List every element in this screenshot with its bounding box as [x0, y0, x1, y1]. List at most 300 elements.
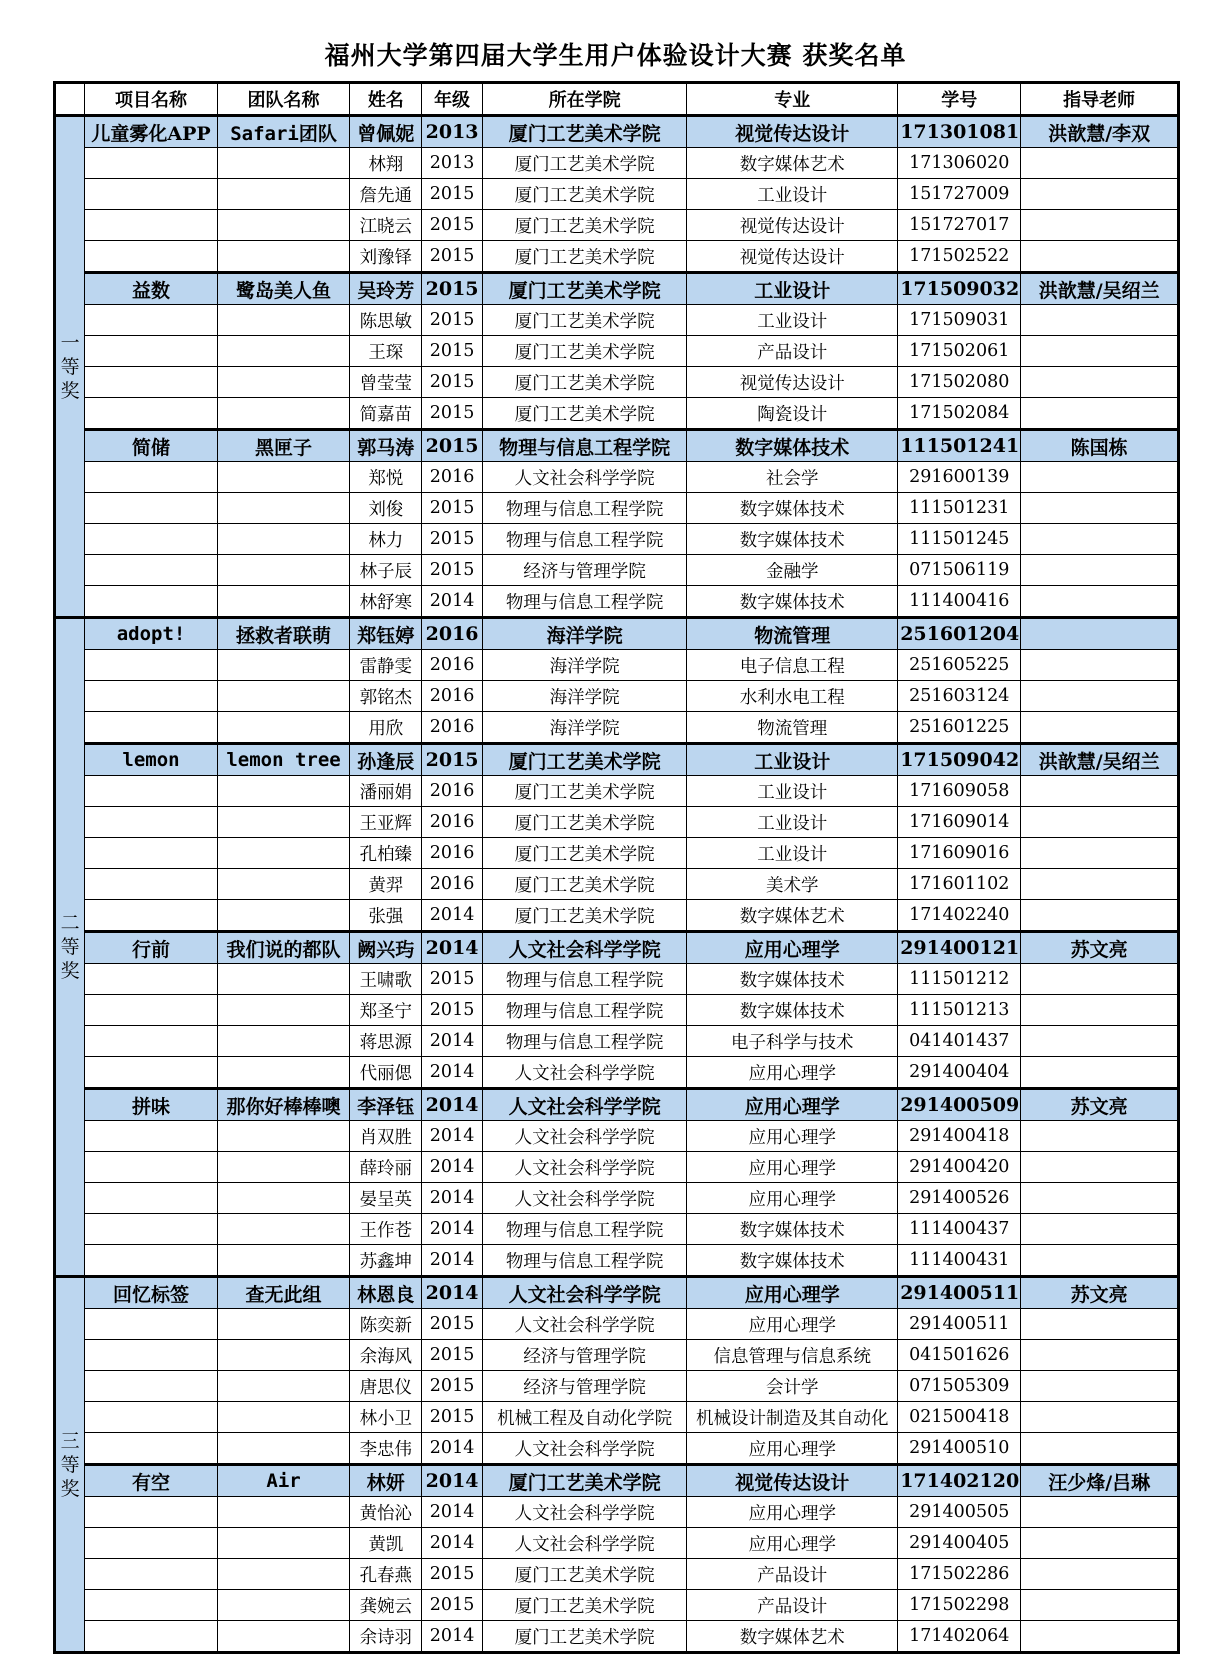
major-cell: 视觉传达设计: [687, 367, 898, 398]
award-level-char: 等: [60, 936, 80, 958]
team-name-cell: [217, 555, 350, 586]
student-id-cell: 171402120: [898, 1465, 1021, 1497]
student-id-cell: 151727017: [898, 210, 1021, 241]
project-name-cell: 简储: [85, 430, 218, 462]
team-name-cell: [217, 336, 350, 367]
table-row: [55, 1590, 1179, 1621]
project-name-cell: adopt!: [85, 618, 218, 650]
grade-cell: 2015: [422, 1590, 483, 1621]
member-name-cell: 林舒寒: [350, 586, 422, 618]
team-name-cell: [217, 1214, 350, 1245]
college-cell: 人文社会科学学院: [482, 1433, 687, 1465]
award-table: [53, 81, 1180, 1654]
student-id-cell: 171502061: [898, 336, 1021, 367]
table-row: [55, 807, 1179, 838]
grade-cell: 2014: [422, 1026, 483, 1057]
grade-cell: 2016: [422, 462, 483, 493]
table-row: [55, 1214, 1179, 1245]
college-cell: 人文社会科学学院: [482, 932, 687, 964]
major-cell: 视觉传达设计: [687, 241, 898, 273]
college-cell: 厦门工艺美术学院: [482, 241, 687, 273]
major-cell: 应用心理学: [687, 1528, 898, 1559]
college-cell: 厦门工艺美术学院: [482, 210, 687, 241]
project-name-cell: [85, 210, 218, 241]
student-id-cell: 171609058: [898, 776, 1021, 807]
major-cell: 电子科学与技术: [687, 1026, 898, 1057]
major-cell: 应用心理学: [687, 1121, 898, 1152]
project-name-cell: [85, 1433, 218, 1465]
team-name-cell: [217, 305, 350, 336]
advisor-cell: [1021, 1183, 1179, 1214]
major-cell: 产品设计: [687, 336, 898, 367]
major-cell: 美术学: [687, 869, 898, 900]
major-cell: 应用心理学: [687, 1089, 898, 1121]
major-cell: 数字媒体技术: [687, 995, 898, 1026]
college-cell: 厦门工艺美术学院: [482, 273, 687, 305]
table-row: [55, 1309, 1179, 1340]
table-row: [55, 148, 1179, 179]
member-name-cell: 刘俊: [350, 493, 422, 524]
team-name-cell: [217, 900, 350, 932]
advisor-cell: [1021, 524, 1179, 555]
grade-cell: 2015: [422, 555, 483, 586]
member-name-cell: 肖双胜: [350, 1121, 422, 1152]
team-name-cell: Safari团队: [217, 116, 350, 148]
student-id-cell: 291400511: [898, 1309, 1021, 1340]
award-level-label: [55, 1277, 85, 1653]
advisor-cell: 陈国栋: [1021, 430, 1179, 462]
member-name-cell: 薛玲丽: [350, 1152, 422, 1183]
table-row: [55, 210, 1179, 241]
college-cell: 物理与信息工程学院: [482, 1026, 687, 1057]
college-cell: 物理与信息工程学院: [482, 586, 687, 618]
award-level-label: [55, 618, 85, 1277]
member-name-cell: 詹先通: [350, 179, 422, 210]
college-cell: 人文社会科学学院: [482, 1277, 687, 1309]
member-name-cell: 张强: [350, 900, 422, 932]
table-row: [55, 1026, 1179, 1057]
college-cell: 厦门工艺美术学院: [482, 744, 687, 776]
major-cell: 产品设计: [687, 1590, 898, 1621]
team-name-cell: lemon tree: [217, 744, 350, 776]
grade-cell: 2015: [422, 493, 483, 524]
team-name-cell: 查无此组: [217, 1277, 350, 1309]
advisor-cell: [1021, 367, 1179, 398]
member-name-cell: 黄凯: [350, 1528, 422, 1559]
member-name-cell: 黄羿: [350, 869, 422, 900]
student-id-cell: 171301081: [898, 116, 1021, 148]
grade-cell: 2016: [422, 807, 483, 838]
member-name-cell: 苏鑫坤: [350, 1245, 422, 1277]
member-name-cell: 余诗羽: [350, 1621, 422, 1653]
member-name-cell: 林妍: [350, 1465, 422, 1497]
project-lead-row: [55, 1465, 1179, 1497]
college-cell: 海洋学院: [482, 712, 687, 744]
college-cell: 厦门工艺美术学院: [482, 398, 687, 430]
advisor-cell: [1021, 493, 1179, 524]
table-row: [55, 1621, 1179, 1653]
college-cell: 厦门工艺美术学院: [482, 776, 687, 807]
advisor-cell: [1021, 462, 1179, 493]
student-id-cell: 171509042: [898, 744, 1021, 776]
student-id-cell: 171502080: [898, 367, 1021, 398]
advisor-cell: [1021, 618, 1179, 650]
header-team: 团队名称: [217, 83, 350, 116]
college-cell: 厦门工艺美术学院: [482, 148, 687, 179]
advisor-cell: [1021, 1559, 1179, 1590]
team-name-cell: [217, 210, 350, 241]
team-name-cell: 黑匣子: [217, 430, 350, 462]
advisor-cell: 苏文亮: [1021, 1277, 1179, 1309]
advisor-cell: [1021, 1340, 1179, 1371]
grade-cell: 2014: [422, 900, 483, 932]
project-name-cell: [85, 712, 218, 744]
grade-cell: 2014: [422, 1214, 483, 1245]
advisor-cell: [1021, 1121, 1179, 1152]
header-row: [55, 83, 1179, 116]
college-cell: 人文社会科学学院: [482, 1528, 687, 1559]
grade-cell: 2014: [422, 1057, 483, 1089]
major-cell: 数字媒体技术: [687, 493, 898, 524]
member-name-cell: 用欣: [350, 712, 422, 744]
advisor-cell: [1021, 1497, 1179, 1528]
advisor-cell: [1021, 1026, 1179, 1057]
grade-cell: 2016: [422, 712, 483, 744]
major-cell: 水利水电工程: [687, 681, 898, 712]
grade-cell: 2014: [422, 932, 483, 964]
table-row: [55, 1121, 1179, 1152]
project-name-cell: [85, 462, 218, 493]
member-name-cell: 孙逢辰: [350, 744, 422, 776]
major-cell: 应用心理学: [687, 1309, 898, 1340]
grade-cell: 2014: [422, 586, 483, 618]
member-name-cell: 简嘉苗: [350, 398, 422, 430]
team-name-cell: [217, 1590, 350, 1621]
grade-cell: 2015: [422, 1340, 483, 1371]
award-level-char: 等: [60, 1453, 80, 1476]
table-row: [55, 712, 1179, 744]
table-row: [55, 995, 1179, 1026]
project-name-cell: 回忆标签: [85, 1277, 218, 1309]
college-cell: 物理与信息工程学院: [482, 964, 687, 995]
grade-cell: 2015: [422, 179, 483, 210]
advisor-cell: [1021, 241, 1179, 273]
college-cell: 厦门工艺美术学院: [482, 336, 687, 367]
major-cell: 数字媒体技术: [687, 586, 898, 618]
grade-cell: 2016: [422, 776, 483, 807]
project-name-cell: 行前: [85, 932, 218, 964]
member-name-cell: 李泽钰: [350, 1089, 422, 1121]
college-cell: 人文社会科学学院: [482, 1309, 687, 1340]
major-cell: 视觉传达设计: [687, 116, 898, 148]
member-name-cell: 李忠伟: [350, 1433, 422, 1465]
student-id-cell: 171306020: [898, 148, 1021, 179]
table-row: [55, 305, 1179, 336]
grade-cell: 2015: [422, 1559, 483, 1590]
advisor-cell: [1021, 650, 1179, 681]
student-id-cell: 111501245: [898, 524, 1021, 555]
member-name-cell: 黄怡沁: [350, 1497, 422, 1528]
student-id-cell: 291400420: [898, 1152, 1021, 1183]
header-award: [55, 83, 85, 116]
advisor-cell: [1021, 1214, 1179, 1245]
student-id-cell: 171502084: [898, 398, 1021, 430]
major-cell: 应用心理学: [687, 932, 898, 964]
grade-cell: 2014: [422, 1621, 483, 1653]
team-name-cell: [217, 1621, 350, 1653]
award-level-label: [55, 116, 85, 618]
college-cell: 人文社会科学学院: [482, 1121, 687, 1152]
grade-cell: 2014: [422, 1433, 483, 1465]
member-name-cell: 代丽偲: [350, 1057, 422, 1089]
college-cell: 物理与信息工程学院: [482, 430, 687, 462]
college-cell: 人文社会科学学院: [482, 1152, 687, 1183]
team-name-cell: [217, 462, 350, 493]
project-name-cell: [85, 1026, 218, 1057]
team-name-cell: [217, 807, 350, 838]
member-name-cell: 郑悦: [350, 462, 422, 493]
grade-cell: 2016: [422, 869, 483, 900]
advisor-cell: [1021, 838, 1179, 869]
team-name-cell: [217, 1152, 350, 1183]
major-cell: 数字媒体艺术: [687, 148, 898, 179]
college-cell: 厦门工艺美术学院: [482, 838, 687, 869]
project-lead-row: [55, 1277, 1179, 1309]
project-lead-row: [55, 116, 1179, 148]
major-cell: 工业设计: [687, 776, 898, 807]
team-name-cell: [217, 1057, 350, 1089]
student-id-cell: 171609016: [898, 838, 1021, 869]
major-cell: 应用心理学: [687, 1057, 898, 1089]
college-cell: 人文社会科学学院: [482, 462, 687, 493]
student-id-cell: 151727009: [898, 179, 1021, 210]
member-name-cell: 孔春燕: [350, 1559, 422, 1590]
college-cell: 经济与管理学院: [482, 1340, 687, 1371]
team-name-cell: [217, 398, 350, 430]
project-name-cell: [85, 1183, 218, 1214]
student-id-cell: 291400405: [898, 1528, 1021, 1559]
project-name-cell: [85, 838, 218, 869]
table-row: [55, 1371, 1179, 1402]
college-cell: 物理与信息工程学院: [482, 995, 687, 1026]
member-name-cell: 唐思仪: [350, 1371, 422, 1402]
grade-cell: 2016: [422, 681, 483, 712]
major-cell: 数字媒体技术: [687, 1245, 898, 1277]
advisor-cell: [1021, 1590, 1179, 1621]
team-name-cell: [217, 241, 350, 273]
team-name-cell: 鹭岛美人鱼: [217, 273, 350, 305]
table-row: [55, 964, 1179, 995]
grade-cell: 2015: [422, 305, 483, 336]
project-lead-row: [55, 932, 1179, 964]
advisor-cell: [1021, 807, 1179, 838]
college-cell: 海洋学院: [482, 681, 687, 712]
header-name: 姓名: [350, 83, 422, 116]
student-id-cell: 171502286: [898, 1559, 1021, 1590]
major-cell: 数字媒体技术: [687, 430, 898, 462]
award-level-char: 二: [60, 912, 80, 934]
advisor-cell: [1021, 1402, 1179, 1433]
major-cell: 视觉传达设计: [687, 1465, 898, 1497]
project-lead-row: [55, 430, 1179, 462]
student-id-cell: 041401437: [898, 1026, 1021, 1057]
project-name-cell: [85, 1057, 218, 1089]
member-name-cell: 潘丽娟: [350, 776, 422, 807]
advisor-cell: [1021, 1621, 1179, 1653]
college-cell: 厦门工艺美术学院: [482, 869, 687, 900]
member-name-cell: 王琛: [350, 336, 422, 367]
college-cell: 人文社会科学学院: [482, 1183, 687, 1214]
table-row: [55, 179, 1179, 210]
team-name-cell: [217, 1340, 350, 1371]
major-cell: 数字媒体艺术: [687, 1621, 898, 1653]
team-name-cell: [217, 1559, 350, 1590]
team-name-cell: [217, 493, 350, 524]
project-name-cell: [85, 1621, 218, 1653]
major-cell: 信息管理与信息系统: [687, 1340, 898, 1371]
member-name-cell: 郑圣宁: [350, 995, 422, 1026]
major-cell: 数字媒体技术: [687, 1214, 898, 1245]
project-name-cell: [85, 398, 218, 430]
table-row: [55, 776, 1179, 807]
grade-cell: 2015: [422, 964, 483, 995]
project-name-cell: [85, 1340, 218, 1371]
college-cell: 厦门工艺美术学院: [482, 305, 687, 336]
project-name-cell: [85, 807, 218, 838]
major-cell: 数字媒体艺术: [687, 900, 898, 932]
college-cell: 厦门工艺美术学院: [482, 179, 687, 210]
advisor-cell: [1021, 586, 1179, 618]
member-name-cell: 郑钰婷: [350, 618, 422, 650]
team-name-cell: [217, 1309, 350, 1340]
team-name-cell: [217, 964, 350, 995]
grade-cell: 2015: [422, 210, 483, 241]
student-id-cell: 291400510: [898, 1433, 1021, 1465]
advisor-cell: [1021, 869, 1179, 900]
advisor-cell: [1021, 1309, 1179, 1340]
student-id-cell: 171502522: [898, 241, 1021, 273]
advisor-cell: 苏文亮: [1021, 1089, 1179, 1121]
college-cell: 厦门工艺美术学院: [482, 116, 687, 148]
project-name-cell: [85, 681, 218, 712]
grade-cell: 2016: [422, 618, 483, 650]
college-cell: 厦门工艺美术学院: [482, 900, 687, 932]
header-grade: 年级: [422, 83, 483, 116]
member-name-cell: 曾莹莹: [350, 367, 422, 398]
grade-cell: 2014: [422, 1121, 483, 1152]
table-row: [55, 555, 1179, 586]
advisor-cell: [1021, 305, 1179, 336]
student-id-cell: 291400418: [898, 1121, 1021, 1152]
college-cell: 物理与信息工程学院: [482, 1245, 687, 1277]
table-row: [55, 586, 1179, 618]
grade-cell: 2015: [422, 241, 483, 273]
advisor-cell: [1021, 1433, 1179, 1465]
student-id-cell: 111501212: [898, 964, 1021, 995]
table-row: [55, 1057, 1179, 1089]
member-name-cell: 晏呈英: [350, 1183, 422, 1214]
advisor-cell: 洪歆慧/吴绍兰: [1021, 744, 1179, 776]
project-name-cell: [85, 1559, 218, 1590]
member-name-cell: 雷静雯: [350, 650, 422, 681]
college-cell: 物理与信息工程学院: [482, 1214, 687, 1245]
grade-cell: 2014: [422, 1497, 483, 1528]
team-name-cell: Air: [217, 1465, 350, 1497]
member-name-cell: 陈奕新: [350, 1309, 422, 1340]
award-level-char: 三: [60, 1429, 80, 1452]
major-cell: 电子信息工程: [687, 650, 898, 681]
project-lead-row: [55, 618, 1179, 650]
major-cell: 陶瓷设计: [687, 398, 898, 430]
member-name-cell: 吴玲芳: [350, 273, 422, 305]
grade-cell: 2014: [422, 1528, 483, 1559]
member-name-cell: 郭马涛: [350, 430, 422, 462]
team-name-cell: [217, 148, 350, 179]
major-cell: 工业设计: [687, 179, 898, 210]
table-row: [55, 1559, 1179, 1590]
grade-cell: 2015: [422, 1309, 483, 1340]
header-advisor: 指导老师: [1021, 83, 1179, 116]
student-id-cell: 111400431: [898, 1245, 1021, 1277]
team-name-cell: [217, 367, 350, 398]
advisor-cell: [1021, 1245, 1179, 1277]
college-cell: 厦门工艺美术学院: [482, 1465, 687, 1497]
college-cell: 人文社会科学学院: [482, 1057, 687, 1089]
project-name-cell: [85, 555, 218, 586]
grade-cell: 2014: [422, 1183, 483, 1214]
college-cell: 厦门工艺美术学院: [482, 1559, 687, 1590]
advisor-cell: [1021, 1152, 1179, 1183]
team-name-cell: [217, 1245, 350, 1277]
student-id-cell: 291400509: [898, 1089, 1021, 1121]
student-id-cell: 171402064: [898, 1621, 1021, 1653]
grade-cell: 2014: [422, 1152, 483, 1183]
project-name-cell: [85, 900, 218, 932]
member-name-cell: 阙兴玙: [350, 932, 422, 964]
advisor-cell: [1021, 964, 1179, 995]
table-row: [55, 838, 1179, 869]
student-id-cell: 291400404: [898, 1057, 1021, 1089]
project-lead-row: [55, 273, 1179, 305]
project-name-cell: lemon: [85, 744, 218, 776]
project-name-cell: [85, 1497, 218, 1528]
table-row: [55, 681, 1179, 712]
team-name-cell: [217, 1371, 350, 1402]
project-name-cell: 拼味: [85, 1089, 218, 1121]
table-row: [55, 241, 1179, 273]
college-cell: 厦门工艺美术学院: [482, 1621, 687, 1653]
grade-cell: 2015: [422, 524, 483, 555]
grade-cell: 2015: [422, 1371, 483, 1402]
student-id-cell: 041501626: [898, 1340, 1021, 1371]
grade-cell: 2013: [422, 148, 483, 179]
project-lead-row: [55, 1089, 1179, 1121]
advisor-cell: [1021, 210, 1179, 241]
member-name-cell: 郭铭杰: [350, 681, 422, 712]
student-id-cell: 111501241: [898, 430, 1021, 462]
award-level-char: 奖: [60, 379, 80, 402]
table-row: [55, 1433, 1179, 1465]
project-name-cell: [85, 1152, 218, 1183]
table-row: [55, 367, 1179, 398]
table-body: [55, 116, 1179, 1653]
team-name-cell: [217, 650, 350, 681]
member-name-cell: 王亚辉: [350, 807, 422, 838]
student-id-cell: 171509031: [898, 305, 1021, 336]
team-name-cell: [217, 1433, 350, 1465]
project-name-cell: [85, 1402, 218, 1433]
college-cell: 海洋学院: [482, 650, 687, 681]
